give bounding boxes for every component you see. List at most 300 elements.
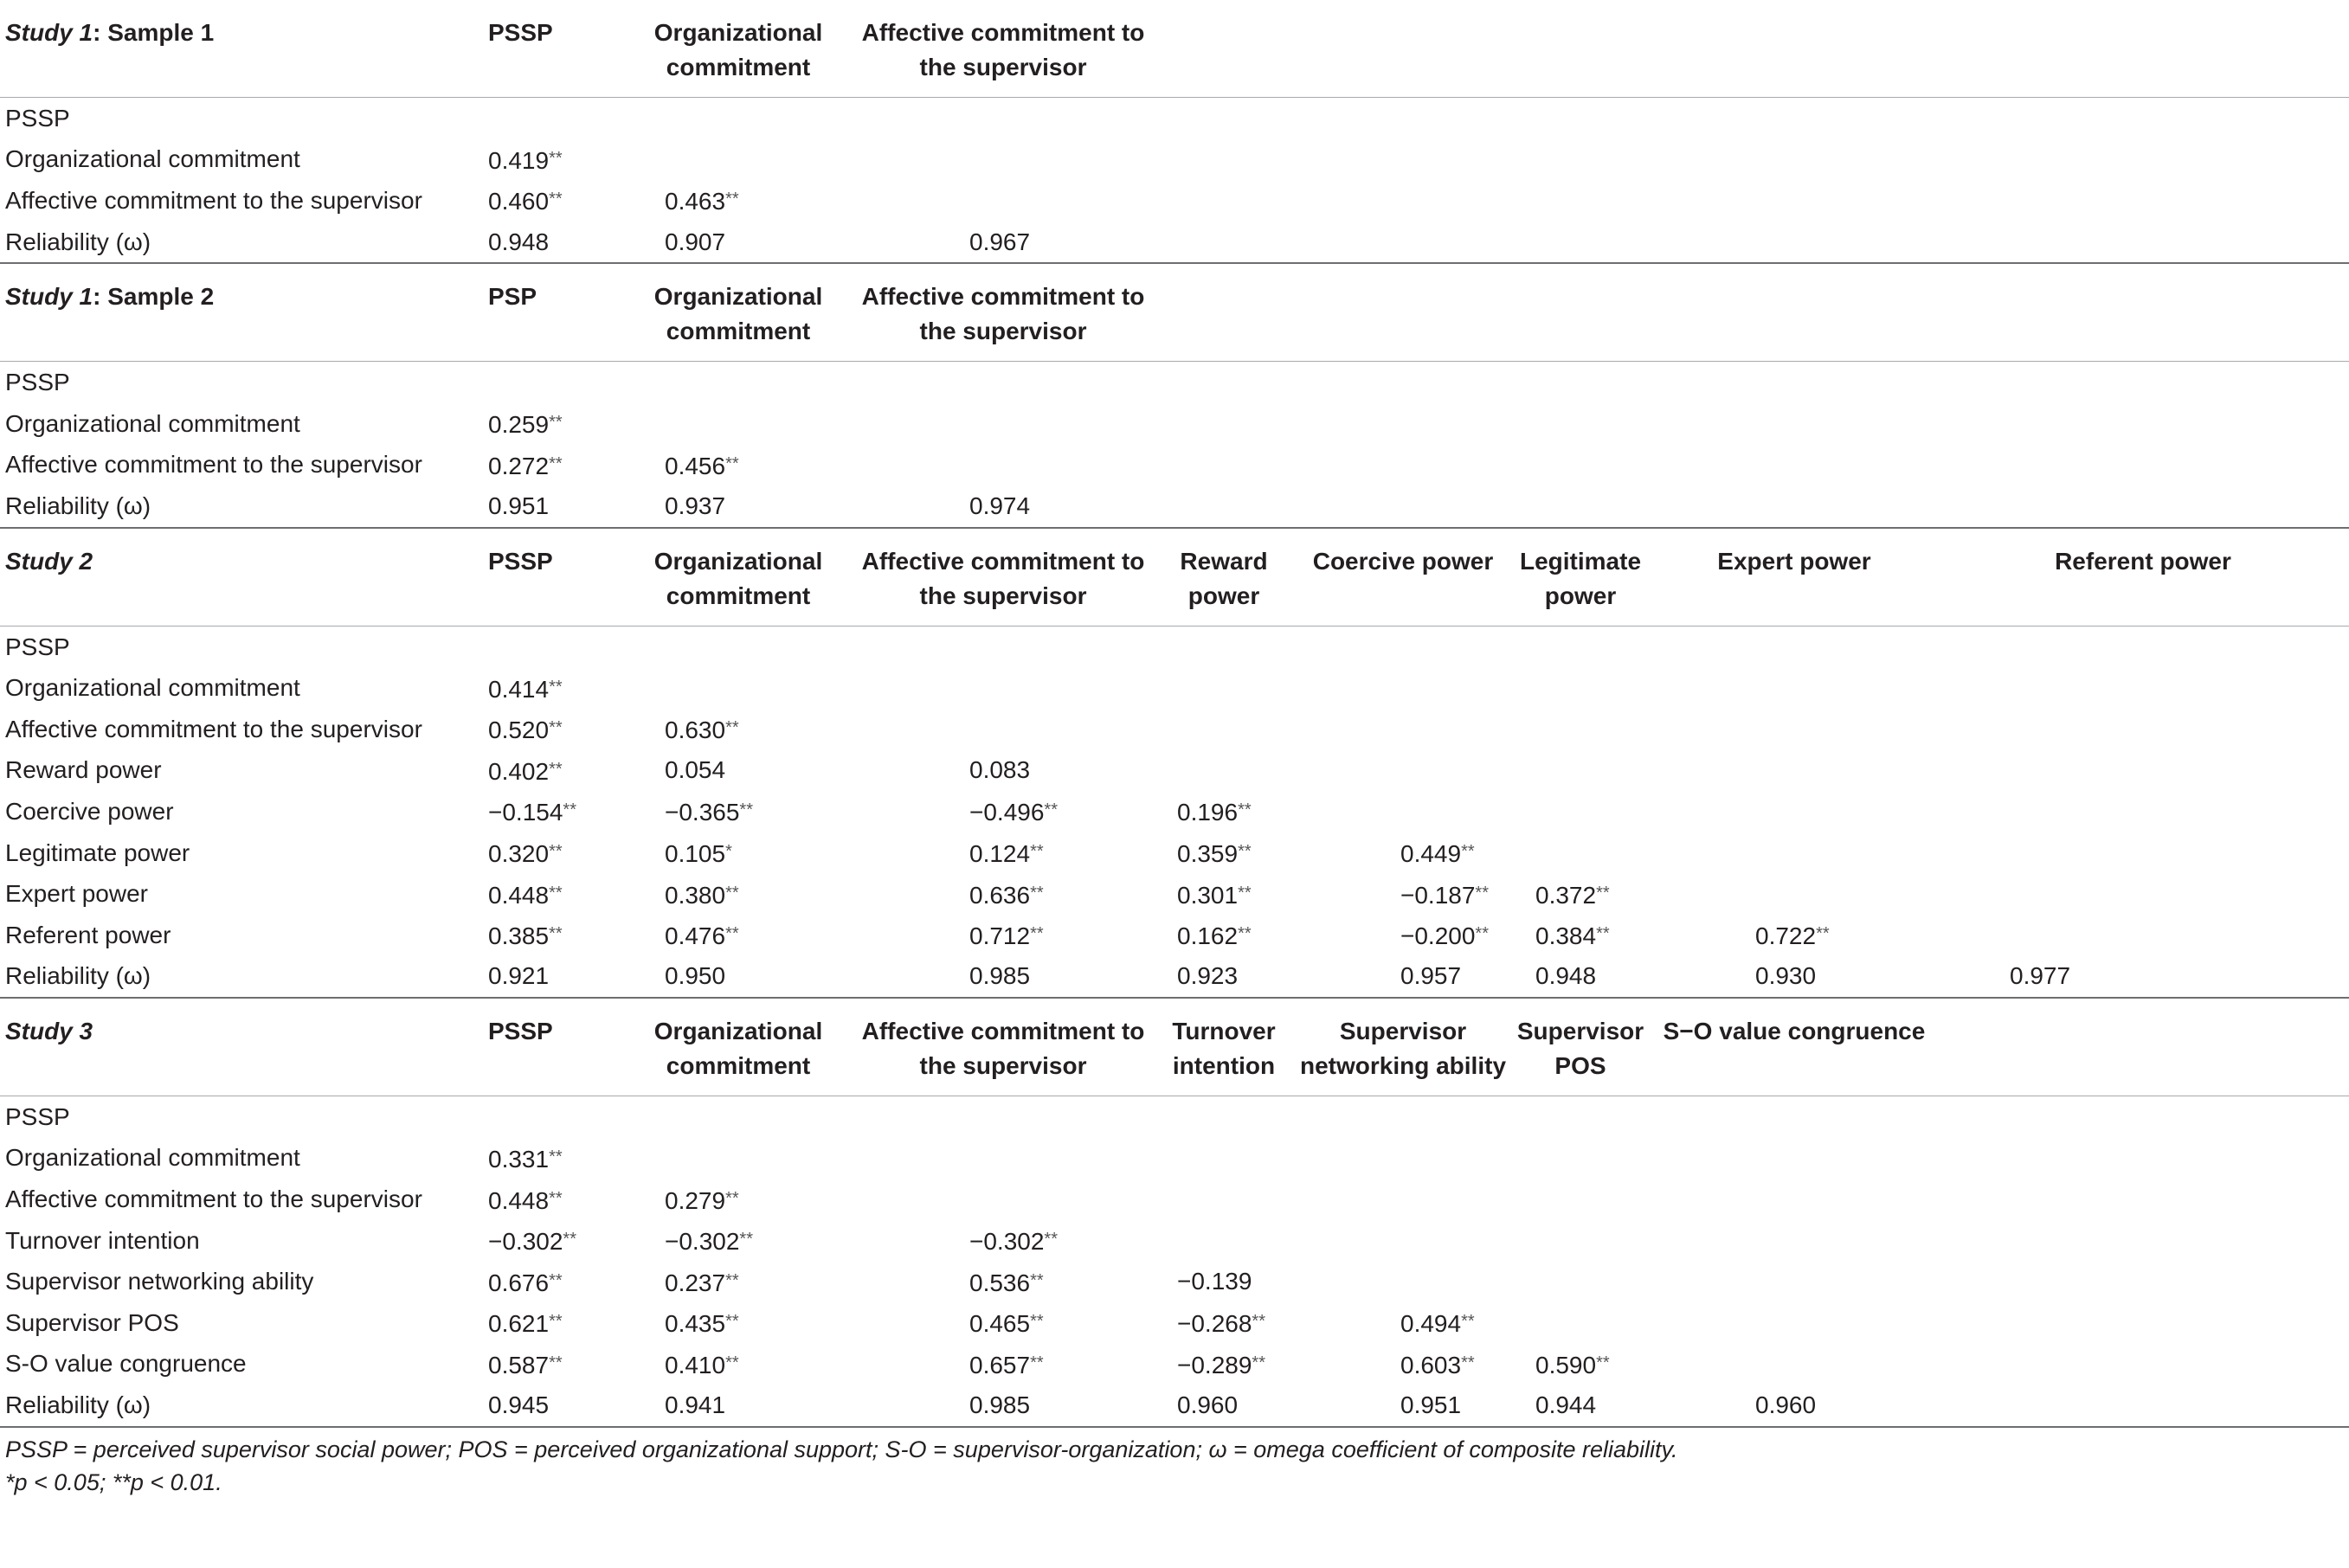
table-cell xyxy=(1651,1302,1937,1344)
table-cell xyxy=(621,832,855,874)
cell-value: 0.301 xyxy=(1177,881,1239,909)
cell-value: 0.320 xyxy=(488,840,550,868)
table-cell xyxy=(621,403,855,445)
column-header: PSSP xyxy=(474,998,621,1096)
cell-value: 0.636 xyxy=(969,881,1031,909)
table-cell xyxy=(1937,362,2349,403)
table-cell xyxy=(621,791,855,832)
table-cell xyxy=(1937,791,2349,832)
table-cell xyxy=(1937,750,2349,792)
section-header-row xyxy=(0,528,2349,627)
table-cell xyxy=(1651,1138,1937,1179)
significance-marker: ** xyxy=(1238,842,1252,862)
section-title-study: Study 2 xyxy=(5,547,93,575)
table-cell: 0.960 xyxy=(1755,1391,1817,1419)
table-cell xyxy=(1651,180,1937,222)
table-cell: 0.930 xyxy=(1755,962,1817,990)
column-header xyxy=(1937,263,2349,362)
table-cell xyxy=(474,1261,621,1302)
significance-marker: ** xyxy=(549,883,563,903)
significance-marker: ** xyxy=(725,1353,739,1372)
table-cell xyxy=(1937,222,2349,264)
table-cell xyxy=(621,873,855,915)
table-cell xyxy=(855,1344,1151,1385)
row-label: Expert power xyxy=(5,880,148,908)
table-cell xyxy=(1509,139,1651,181)
table-cell: 0.957 xyxy=(1400,962,1462,990)
significance-marker: ** xyxy=(1252,1312,1265,1332)
table-cell xyxy=(1937,873,2349,915)
cell-value: 0.384 xyxy=(1535,922,1597,950)
table-cell xyxy=(474,832,621,874)
table-row xyxy=(0,750,2349,792)
table-cell xyxy=(1151,445,1297,486)
cell-value: 0.520 xyxy=(488,717,550,744)
cell-value: 0.494 xyxy=(1400,1310,1462,1338)
cell-value: 0.476 xyxy=(665,922,726,950)
table-cell: 0.945 xyxy=(488,1391,550,1419)
table-cell xyxy=(1509,832,1651,874)
table-cell xyxy=(1509,222,1651,264)
table-cell xyxy=(621,709,855,750)
cell-value: 0.162 xyxy=(1177,922,1239,950)
cell-value: 0.448 xyxy=(488,1186,550,1214)
column-header: Supervisor POS xyxy=(1509,998,1651,1096)
table-cell xyxy=(474,403,621,445)
table-cell xyxy=(1151,1138,1297,1179)
table-cell xyxy=(621,1344,855,1385)
table-footnote xyxy=(0,1426,2349,1499)
row-label: Organizational commitment xyxy=(5,145,300,173)
table-cell xyxy=(1651,915,1937,956)
cell-value: 0.435 xyxy=(665,1310,726,1338)
table-cell: 0.985 xyxy=(969,962,1031,990)
section-title-study: Study 1 xyxy=(5,19,93,46)
table-cell xyxy=(1651,98,1937,139)
cell-value: 0.712 xyxy=(969,922,1031,950)
column-header: Reward power xyxy=(1151,528,1297,627)
row-label: Affective commitment to the supervisor xyxy=(5,451,422,479)
table-cell xyxy=(621,915,855,956)
table-cell xyxy=(1297,362,1509,403)
table-cell xyxy=(855,1302,1151,1344)
column-header: Organizational commitment xyxy=(621,528,855,627)
table-row xyxy=(0,832,2349,874)
table-cell xyxy=(1651,403,1937,445)
table-cell xyxy=(1297,832,1509,874)
row-label: Turnover intention xyxy=(5,1226,200,1254)
table-row xyxy=(0,626,2349,667)
table-cell xyxy=(855,832,1151,874)
table-cell xyxy=(621,1096,855,1138)
column-header: PSP xyxy=(474,263,621,362)
table-cell xyxy=(1297,139,1509,181)
cell-value: 0.331 xyxy=(488,1145,550,1173)
significance-marker: ** xyxy=(1238,800,1252,820)
significance-marker: ** xyxy=(725,883,739,903)
significance-marker: ** xyxy=(563,800,576,820)
table-cell xyxy=(1937,139,2349,181)
table-cell: 0.951 xyxy=(1400,1391,1462,1419)
table-cell xyxy=(474,709,621,750)
table-cell xyxy=(1651,791,1937,832)
cell-value: −0.154 xyxy=(488,799,563,826)
table-cell xyxy=(1297,1179,1509,1220)
table-cell xyxy=(1651,667,1937,709)
column-header: PSSP xyxy=(488,19,553,46)
table-cell xyxy=(474,139,621,181)
table-cell xyxy=(1297,626,1509,667)
cell-value: −0.302 xyxy=(969,1228,1045,1256)
significance-marker: ** xyxy=(725,1312,739,1332)
table-cell xyxy=(1509,667,1651,709)
cell-value: 0.419 xyxy=(488,146,550,174)
cell-value: −0.187 xyxy=(1400,881,1476,909)
column-header xyxy=(1651,263,1937,362)
row-label: Supervisor networking ability xyxy=(5,1268,314,1295)
significance-marker: ** xyxy=(1461,1353,1475,1372)
column-header: S−O value congruence xyxy=(1651,998,1937,1096)
table-cell: 0.948 xyxy=(488,228,550,255)
significance-marker: ** xyxy=(1044,800,1058,820)
table-cell xyxy=(1937,915,2349,956)
table-cell xyxy=(474,750,621,792)
row-label: S-O value congruence xyxy=(5,1350,247,1378)
significance-marker: ** xyxy=(549,413,563,433)
cell-value: 0.676 xyxy=(488,1269,550,1296)
table-cell xyxy=(1297,1344,1509,1385)
table-cell xyxy=(1151,915,1297,956)
significance-marker: ** xyxy=(549,1353,563,1372)
table-cell xyxy=(1151,403,1297,445)
table-cell xyxy=(1297,403,1509,445)
table-cell xyxy=(1151,485,1297,528)
table-cell xyxy=(621,626,855,667)
row-label: Organizational commitment xyxy=(5,674,300,702)
table-cell xyxy=(1509,1302,1651,1344)
column-header: Expert power xyxy=(1651,528,1937,627)
cell-value: 0.456 xyxy=(665,452,726,479)
column-header xyxy=(1297,0,1509,98)
table-cell: 0.907 xyxy=(665,228,726,255)
column-header xyxy=(1151,263,1297,362)
column-header: Organizational commitment xyxy=(621,998,855,1096)
table-cell xyxy=(855,1138,1151,1179)
column-header: Referent power xyxy=(1937,528,2349,627)
table-cell xyxy=(1297,750,1509,792)
significance-marker: ** xyxy=(1816,924,1830,944)
table-cell xyxy=(1509,98,1651,139)
significance-marker: ** xyxy=(1461,842,1475,862)
row-label: Affective commitment to the supervisor xyxy=(5,186,422,214)
table-cell xyxy=(855,667,1151,709)
cell-value: 0.410 xyxy=(665,1351,726,1378)
section-title-sample: : Sample 1 xyxy=(93,19,215,46)
column-header: Affective commitment to the supervisor xyxy=(855,528,1151,627)
table-row xyxy=(0,1220,2349,1262)
table-cell xyxy=(855,139,1151,181)
table-row xyxy=(0,1179,2349,1220)
table-cell xyxy=(1297,98,1509,139)
row-label: Coercive power xyxy=(5,797,174,825)
cell-value: −0.268 xyxy=(1177,1310,1252,1338)
table-cell xyxy=(1297,915,1509,956)
table-cell xyxy=(1937,1138,2349,1179)
table-cell xyxy=(474,667,621,709)
table-cell xyxy=(1509,915,1651,956)
table-cell xyxy=(1151,832,1297,874)
section-header-row xyxy=(0,0,2349,98)
table-cell xyxy=(621,362,855,403)
cell-value: 0.460 xyxy=(488,188,550,215)
table-cell xyxy=(474,626,621,667)
table-cell xyxy=(1937,1179,2349,1220)
row-label: PSSP xyxy=(0,98,474,139)
table-cell xyxy=(474,362,621,403)
table-cell xyxy=(621,1302,855,1344)
row-label: Affective commitment to the supervisor xyxy=(5,715,422,742)
table-cell: 0.967 xyxy=(969,228,1031,255)
table-cell xyxy=(855,915,1151,956)
table-cell xyxy=(1937,1096,2349,1138)
table-cell xyxy=(1937,626,2349,667)
table-row xyxy=(0,1096,2349,1138)
row-label: Organizational commitment xyxy=(5,409,300,437)
section-title-sample: : Sample 2 xyxy=(93,283,215,311)
table-cell: 0.923 xyxy=(1177,962,1239,990)
section-header-row xyxy=(0,263,2349,362)
significance-marker: ** xyxy=(549,1312,563,1332)
significance-marker: ** xyxy=(1030,1353,1044,1372)
table-cell xyxy=(1651,1261,1937,1302)
significance-marker: ** xyxy=(1252,1353,1265,1372)
table-cell xyxy=(474,873,621,915)
table-cell xyxy=(1937,667,2349,709)
significance-marker: ** xyxy=(725,453,739,473)
table-row xyxy=(0,98,2349,139)
table-row xyxy=(0,1138,2349,1179)
significance-marker: ** xyxy=(549,148,563,168)
table-row xyxy=(0,445,2349,486)
row-label: PSSP xyxy=(0,626,474,667)
table-cell xyxy=(1151,750,1297,792)
table-cell xyxy=(1937,98,2349,139)
table-row xyxy=(0,403,2349,445)
cell-value: 0.536 xyxy=(969,1269,1031,1296)
significance-marker: ** xyxy=(1044,1230,1058,1250)
significance-marker: ** xyxy=(725,718,739,738)
footnote-abbreviations: PSSP = perceived supervisor social power; POS = perceived organizational support; S-O = supervisor-organization; ω = omega coefficient of composite reliability. xyxy=(5,1436,1678,1462)
cell-value: 0.465 xyxy=(969,1310,1031,1338)
table-cell xyxy=(1297,791,1509,832)
cell-value: 0.657 xyxy=(969,1351,1031,1378)
table-cell xyxy=(474,98,621,139)
table-cell xyxy=(1509,1138,1651,1179)
column-header: Organizational commitment xyxy=(621,263,855,362)
table-row xyxy=(0,1344,2349,1385)
table-cell xyxy=(1297,1261,1509,1302)
table-cell xyxy=(1509,403,1651,445)
cell-value: 0.272 xyxy=(488,452,550,479)
table-cell xyxy=(1937,1261,2349,1302)
section-title xyxy=(0,998,474,1096)
table-cell xyxy=(474,180,621,222)
column-header xyxy=(1297,263,1509,362)
column-header: Affective commitment to the supervisor xyxy=(861,19,1145,80)
table-cell xyxy=(855,98,1151,139)
column-header xyxy=(1651,0,1937,98)
cell-value: 0.621 xyxy=(488,1310,550,1338)
cell-value: 0.124 xyxy=(969,840,1031,868)
cell-value: 0.105 xyxy=(665,840,726,868)
significance-marker: ** xyxy=(725,190,739,209)
table-cell xyxy=(621,1179,855,1220)
table-cell xyxy=(1297,709,1509,750)
table-cell xyxy=(1937,180,2349,222)
table-cell xyxy=(1651,139,1937,181)
table-cell: 0.960 xyxy=(1177,1391,1239,1419)
column-header: Organizational commitment xyxy=(653,19,823,80)
table-cell xyxy=(855,873,1151,915)
significance-marker: ** xyxy=(1475,924,1489,944)
section-title xyxy=(0,0,474,98)
column-header: Turnover intention xyxy=(1151,998,1297,1096)
table-cell xyxy=(1151,1179,1297,1220)
table-cell xyxy=(855,403,1151,445)
table-cell: 0.977 xyxy=(2010,962,2071,990)
table-cell xyxy=(474,1096,621,1138)
table-cell xyxy=(1509,1261,1651,1302)
table-cell xyxy=(1151,1096,1297,1138)
table-cell xyxy=(1651,626,1937,667)
cell-value: 0.385 xyxy=(488,922,550,950)
significance-marker: ** xyxy=(725,1188,739,1208)
table-row xyxy=(0,791,2349,832)
table-cell xyxy=(1937,1385,2349,1426)
significance-marker: ** xyxy=(549,190,563,209)
cell-value: 0.196 xyxy=(1177,799,1239,826)
table-cell xyxy=(1937,1302,2349,1344)
table-cell xyxy=(474,1138,621,1179)
table-row xyxy=(0,1385,2349,1426)
table-row xyxy=(0,222,2349,264)
table-cell xyxy=(855,362,1151,403)
significance-marker: ** xyxy=(1238,924,1252,944)
significance-marker: ** xyxy=(563,1230,576,1250)
column-header xyxy=(1151,0,1297,98)
cell-value: 0.414 xyxy=(488,675,550,703)
significance-marker: ** xyxy=(549,1147,563,1166)
cell-value: 0.590 xyxy=(1535,1351,1597,1378)
table-row xyxy=(0,485,2349,528)
table-cell xyxy=(621,667,855,709)
significance-marker: ** xyxy=(1596,1353,1610,1372)
cell-value: 0.359 xyxy=(1177,840,1239,868)
table-cell xyxy=(1297,445,1509,486)
table-cell xyxy=(1151,626,1297,667)
column-header xyxy=(1509,263,1651,362)
row-label: Reliability (ω) xyxy=(5,1391,151,1419)
table-cell xyxy=(855,709,1151,750)
table-cell xyxy=(1937,1220,2349,1262)
column-header xyxy=(1509,0,1651,98)
cell-value: −0.496 xyxy=(969,799,1045,826)
table-cell xyxy=(1509,1220,1651,1262)
column-header: Coercive power xyxy=(1297,528,1509,627)
cell-value: −0.302 xyxy=(665,1228,740,1256)
table-cell xyxy=(1151,709,1297,750)
table-cell xyxy=(1151,139,1297,181)
table-cell xyxy=(1509,791,1651,832)
significance-marker: ** xyxy=(549,1270,563,1290)
table-cell xyxy=(1509,445,1651,486)
cell-value: 0.630 xyxy=(665,717,726,744)
footnote-significance: *p < 0.05; **p < 0.01. xyxy=(5,1468,222,1495)
cell-value: 0.587 xyxy=(488,1351,550,1378)
cell-value: 0.449 xyxy=(1400,840,1462,868)
table-row xyxy=(0,180,2349,222)
table-row xyxy=(0,915,2349,956)
table-cell xyxy=(855,1179,1151,1220)
table-cell xyxy=(1937,445,2349,486)
significance-marker: ** xyxy=(1030,883,1044,903)
table-cell xyxy=(1509,180,1651,222)
row-label: Reward power xyxy=(5,756,162,784)
section-title-study: Study 3 xyxy=(5,1018,93,1045)
table-cell xyxy=(1937,1344,2349,1385)
table-cell xyxy=(1297,1096,1509,1138)
cell-value: 0.722 xyxy=(1755,922,1817,950)
row-label: Reliability (ω) xyxy=(5,962,151,990)
table-cell xyxy=(1937,709,2349,750)
table-cell: −0.139 xyxy=(1177,1268,1252,1295)
cell-value: 0.380 xyxy=(665,881,726,909)
significance-marker: ** xyxy=(549,677,563,697)
row-label: PSSP xyxy=(0,362,474,403)
table-cell xyxy=(1651,362,1937,403)
section-title xyxy=(0,528,474,627)
table-cell: 0.985 xyxy=(969,1391,1031,1419)
table-cell xyxy=(1297,485,1509,528)
column-header: Legitimate power xyxy=(1509,528,1651,627)
table-cell xyxy=(1297,667,1509,709)
column-header: PSSP xyxy=(474,528,621,627)
table-cell xyxy=(1509,1096,1651,1138)
row-label: PSSP xyxy=(0,1096,474,1138)
table-cell xyxy=(1297,222,1509,264)
table-cell: 0.950 xyxy=(665,962,726,990)
significance-marker: ** xyxy=(549,453,563,473)
table-cell xyxy=(621,98,855,139)
table-cell xyxy=(1509,873,1651,915)
table-cell xyxy=(474,445,621,486)
significance-marker: ** xyxy=(725,1270,739,1290)
table-cell xyxy=(1651,873,1937,915)
table-cell xyxy=(1151,1302,1297,1344)
significance-marker: ** xyxy=(1596,924,1610,944)
table-cell xyxy=(1151,222,1297,264)
table-cell xyxy=(1651,709,1937,750)
table-row xyxy=(0,709,2349,750)
table-cell: 0.054 xyxy=(665,756,726,784)
table-cell xyxy=(621,445,855,486)
table-cell xyxy=(1651,832,1937,874)
table-cell xyxy=(1509,362,1651,403)
cell-value: −0.302 xyxy=(488,1228,563,1256)
cell-value: 0.372 xyxy=(1535,881,1597,909)
row-label: Legitimate power xyxy=(5,839,190,866)
cell-value: −0.200 xyxy=(1400,922,1476,950)
